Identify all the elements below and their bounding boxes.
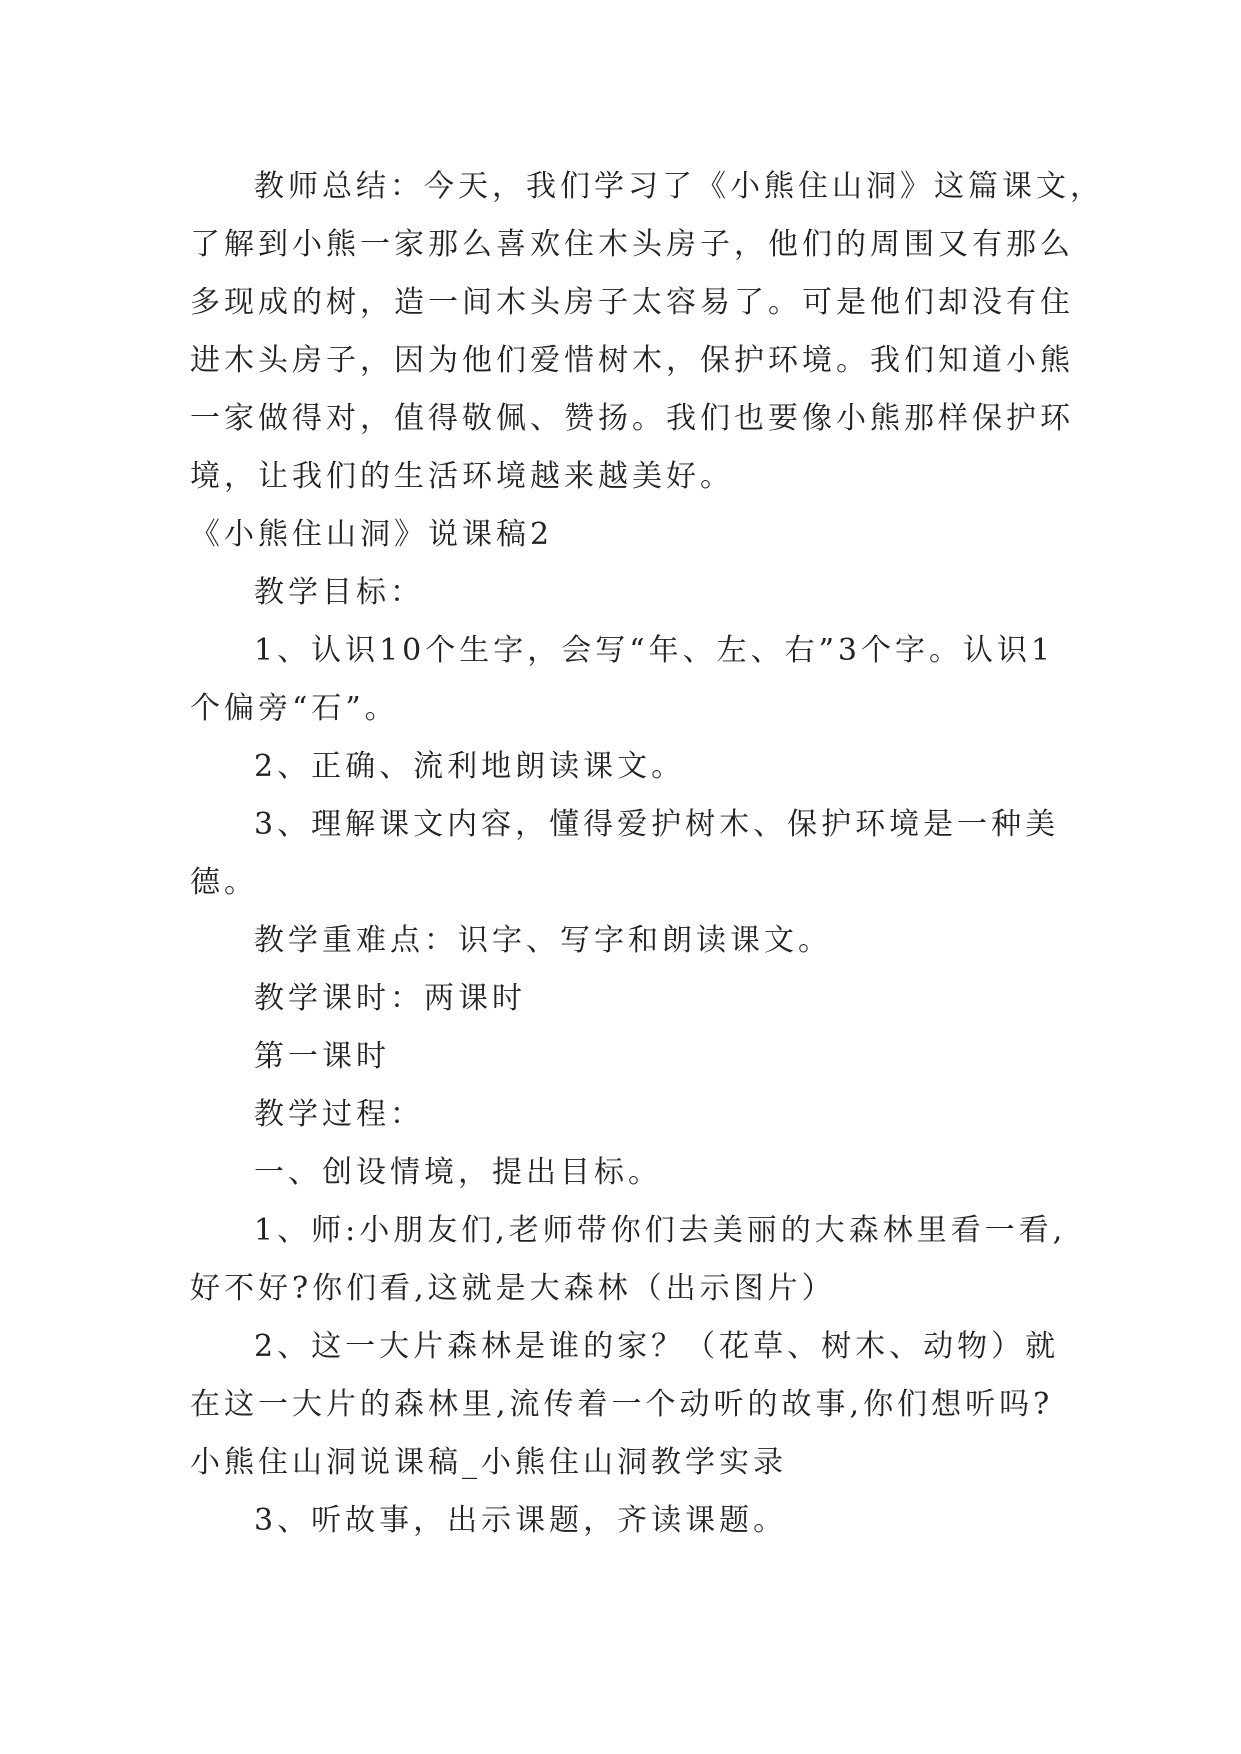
text-line: 小熊住山洞说课稿_小熊住山洞教学实录	[190, 1445, 787, 1480]
text-line: 教学课时：两课时	[254, 981, 526, 1016]
document-body	[190, 158, 1104, 1550]
section-title: 《小熊住山洞》说课稿2	[190, 517, 554, 552]
text-line: 3、听故事，出示课题，齐读课题。	[254, 1503, 788, 1538]
text-line: 1、师:小朋友们,老师带你们去美丽的大森林里看一看,	[254, 1213, 1067, 1248]
text-line: 教学重难点：识字、写字和朗读课文。	[254, 923, 832, 958]
text-line: 在这一大片的森林里,流传着一个动听的故事,你们想听吗?	[190, 1387, 1054, 1422]
text-line: 一、创设情境，提出目标。	[254, 1155, 662, 1190]
text-line: 1、认识10个生字，会写“年、左、右”3个字。认识1	[254, 633, 1055, 668]
text-line: 个偏旁“石”。	[190, 691, 399, 726]
text-line: 教学目标：	[254, 575, 424, 610]
text-line: 2、正确、流利地朗读课文。	[254, 749, 686, 784]
text-line: 境，让我们的生活环境越来越美好。	[190, 459, 734, 494]
text-line: 教学过程：	[254, 1097, 424, 1132]
text-line: 多现成的树，造一间木头房子太容易了。可是他们却没有住	[190, 285, 1074, 320]
text-line: 第一课时	[254, 1039, 390, 1074]
text-line: 了解到小熊一家那么喜欢住木头房子，他们的周围又有那么	[190, 227, 1074, 262]
text-line: 2、这一大片森林是谁的家？（花草、树木、动物）就	[254, 1329, 1060, 1364]
text-line: 一家做得对，值得敬佩、赞扬。我们也要像小熊那样保护环	[190, 401, 1074, 436]
text-line: 教师总结：今天，我们学习了《小熊住山洞》这篇课文，	[254, 169, 1104, 204]
text-line: 德。	[190, 865, 258, 900]
text-line: 好不好?你们看,这就是大森林（出示图片）	[190, 1271, 836, 1306]
text-line: 3、理解课文内容，懂得爱护树木、保护环境是一种美	[254, 807, 1060, 842]
text-line: 进木头房子，因为他们爱惜树木，保护环境。我们知道小熊	[190, 343, 1074, 378]
